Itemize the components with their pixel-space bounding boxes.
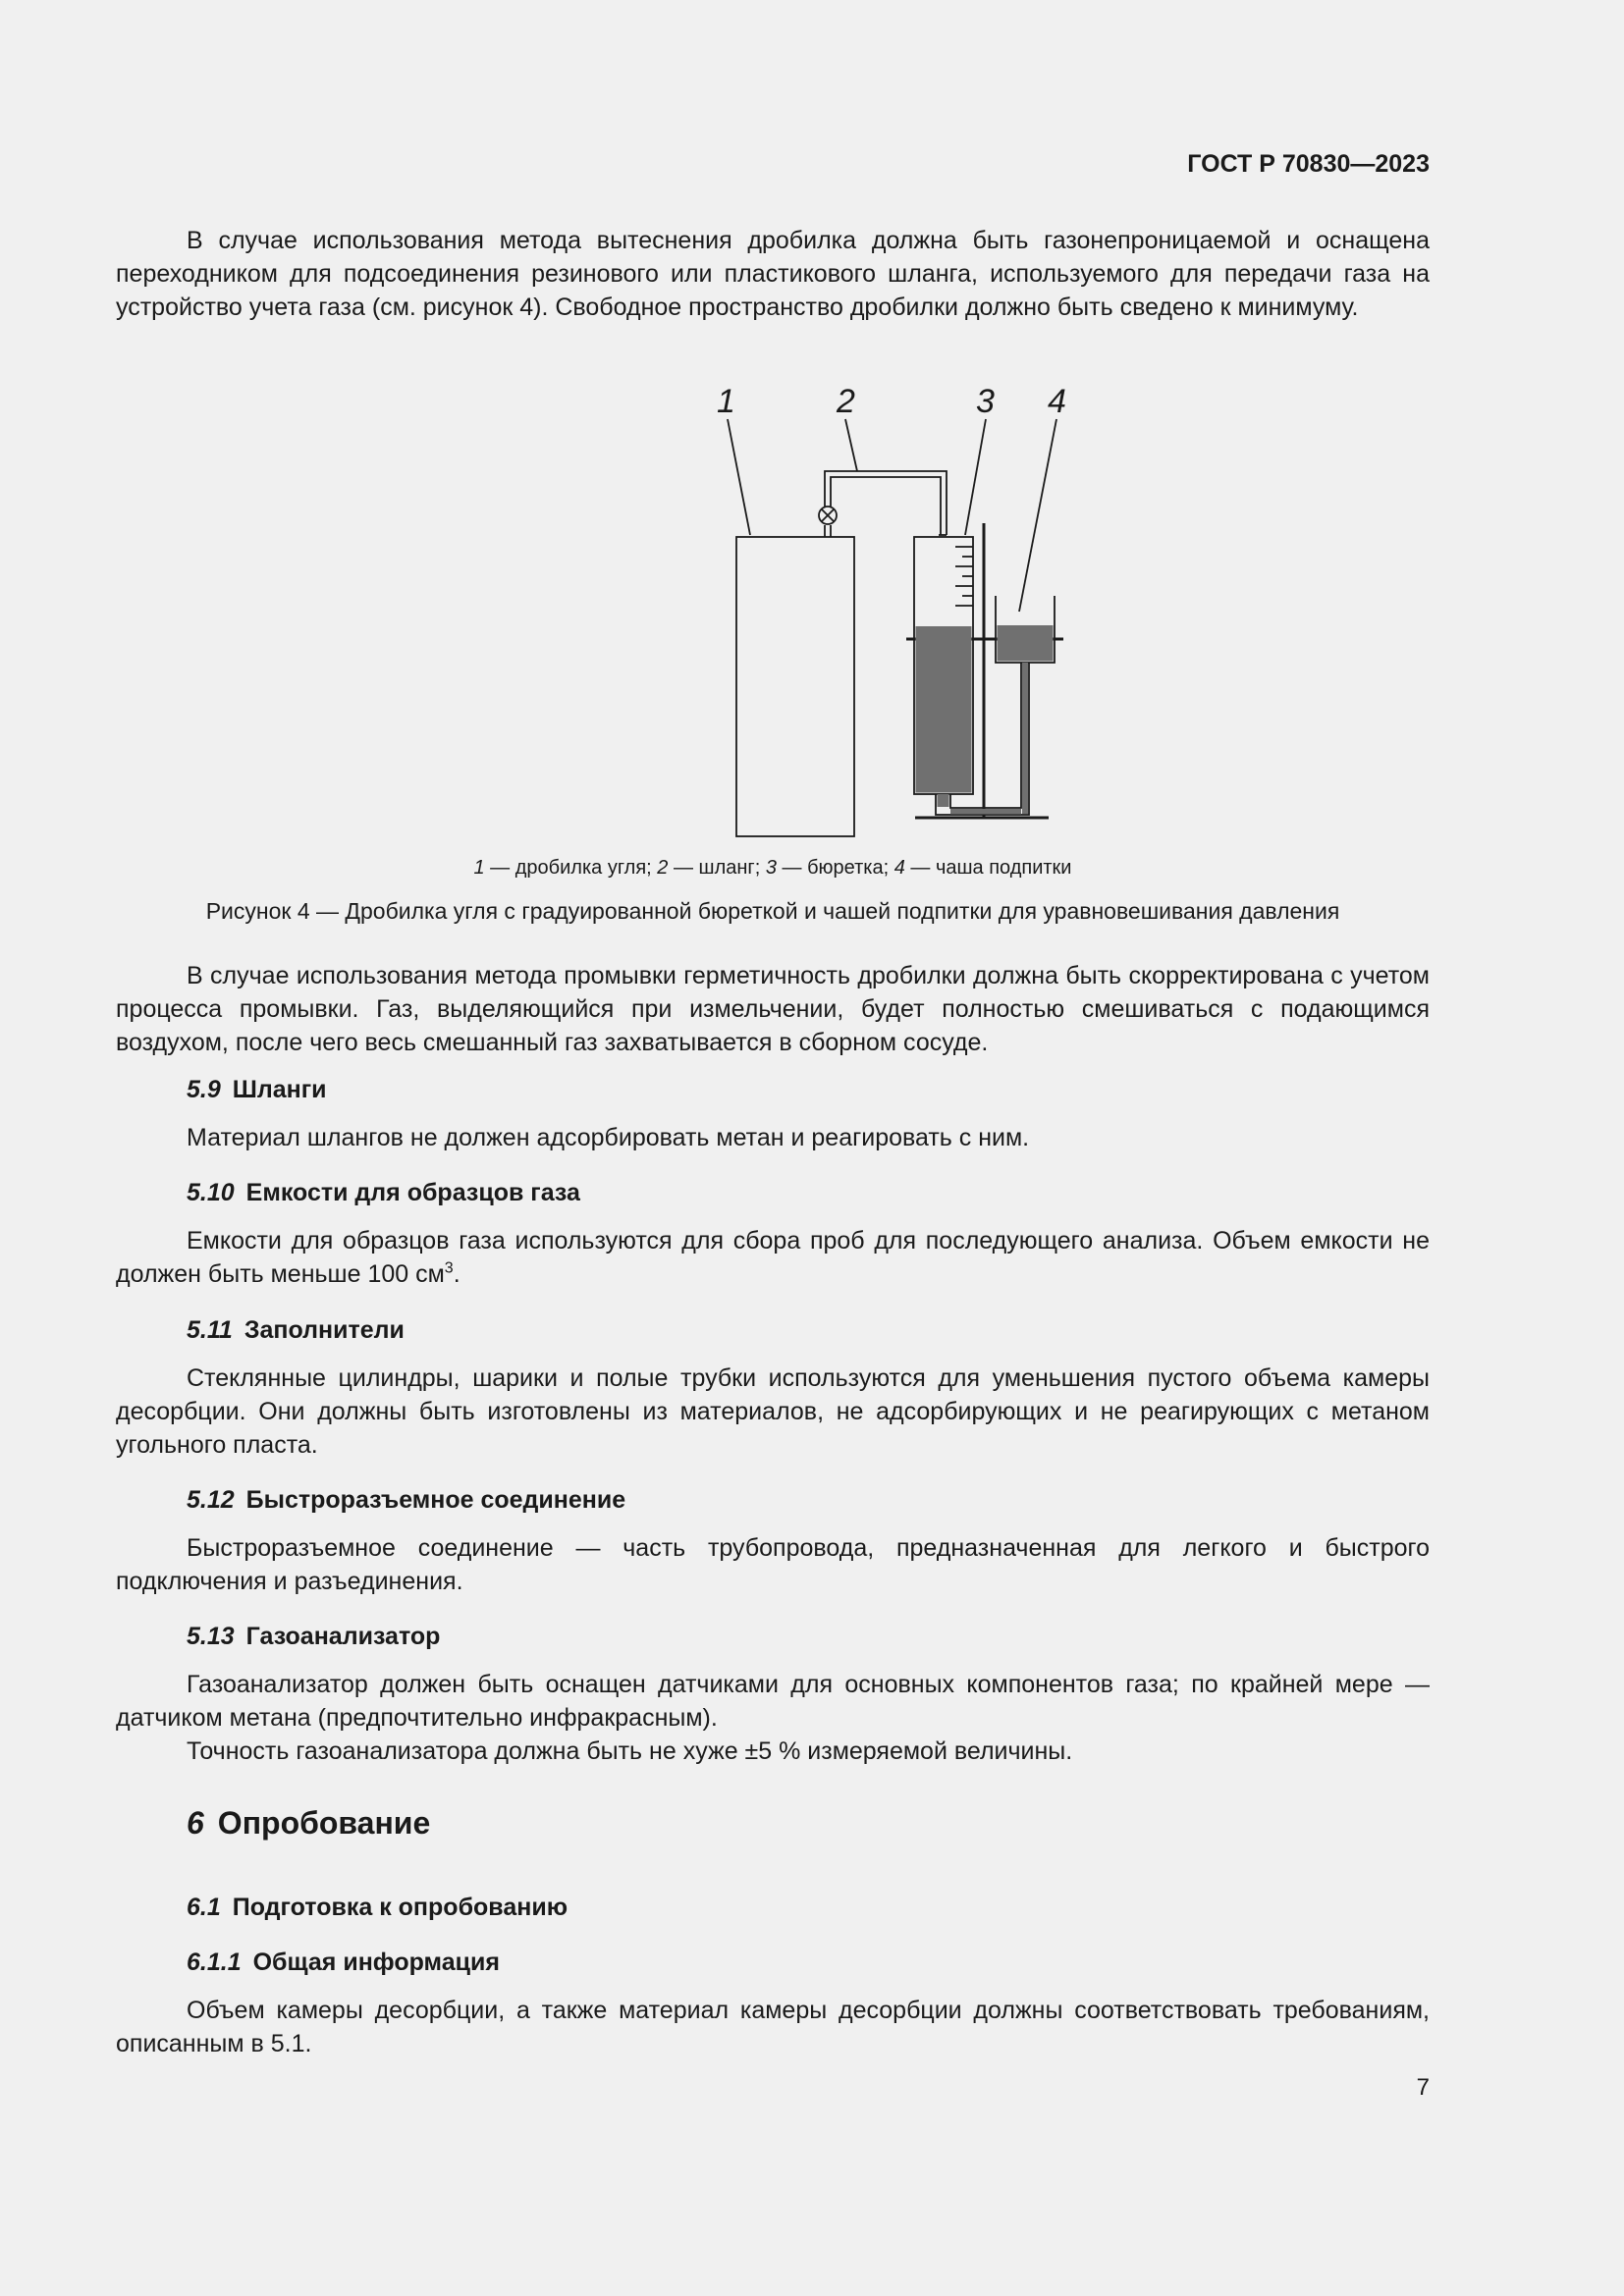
section-text-5-12: Быстроразъемное соединение — часть трубопровода, предназначенная для легкого и быстрого подключения и разъединения. [116,1534,1430,1595]
section-heading-5-10: 5.10 Емкости для образцов газа [187,1179,580,1206]
figure-caption: Рисунок 4 — Дробилка угля с градуированной бюреткой и чашей подпитки для уравновешивания давления [205,898,1340,924]
section-text-5-9: Материал шлангов не должен адсорбировать метан и реагировать с ним. [187,1124,1030,1151]
paragraph: В случае использования метода вытеснения дробилка должна быть газонепроницаемой и оснащена переходником для подсоединения резинового или пластикового шланга, используемого для передачи газа на устройство учета газа (см. рисунок 4). Свободное пространство дробилки должно быть сведено к минимуму. [116,227,1430,321]
burette-liquid [916,626,972,793]
section-text-5-10: Емкости для образцов газа используются для сбора проб для последующего анализа. Объем емкости не должен быть меньше 100 $см^3$. [116,1227,1430,1288]
figure-4-diagram [587,378,1137,849]
section-heading-6-1-1: 6.1.1 Общая информация [187,1949,500,1976]
leader-4 [1019,419,1056,612]
section-text-5-11: Стеклянные цилиндры, шарики и полые трубки используются для уменьшения пустого объема камеры десорбции. Они должны быть изготовлены из материалов, не адсорбирующих и не реагирующих с метаном угольного пласта. [116,1364,1430,1459]
paragraph: В случае использования метода промывки герметичность дробилки должна быть скорректирована с учетом процесса промывки. Газ, выделяющийся при измельчении, будет полностью смешиваться с подающимся воздухом, после чего весь смешанный газ захватывается в сборном сосуде. [116,962,1430,1056]
section-heading-5-11: 5.11 Заполнители [187,1316,405,1344]
standard-header: ГОСТ Р 70830—2023 [1187,150,1430,178]
section-heading-5-13: 5.13 Газоанализатор [187,1623,441,1650]
callout-4: 4 [1048,383,1066,420]
callout-2: 2 [837,383,855,420]
cup-liquid [998,625,1054,662]
page-number: 7 [1416,2074,1430,2101]
section-heading-6: 6 Опробование [187,1805,431,1841]
leader-1 [728,419,750,535]
callout-3: 3 [976,383,995,420]
leader-2 [845,419,857,471]
section-heading-5-12: 5.12 Быстроразъемное соединение [187,1486,626,1514]
section-heading-5-9: 5.9 Шланги [187,1076,327,1103]
callout-1: 1 [717,383,735,420]
figure-legend: 1 — дробилка угля; 2 — шланг; 3 — бюретка; 4 — чаша подпитки [473,857,1072,879]
coal-crusher [736,537,854,836]
leader-3 [965,419,986,535]
section-heading-6-1: 6.1 Подготовка к опробованию [187,1894,568,1921]
section-text-5-13: Газоанализатор должен быть оснащен датчиками для основных компонентов газа; по крайней мере — датчиком метана (предпочтительно инфракрасным). Точность газоанализатора должна быть не хуже ±5 % измеряемой величины. [116,1671,1430,1765]
hose [825,471,947,535]
section-text-6-1-1: Объем камеры десорбции, а также материал камеры десорбции должны соответствовать требованиям, описанным в 5.1. [116,1997,1430,2057]
